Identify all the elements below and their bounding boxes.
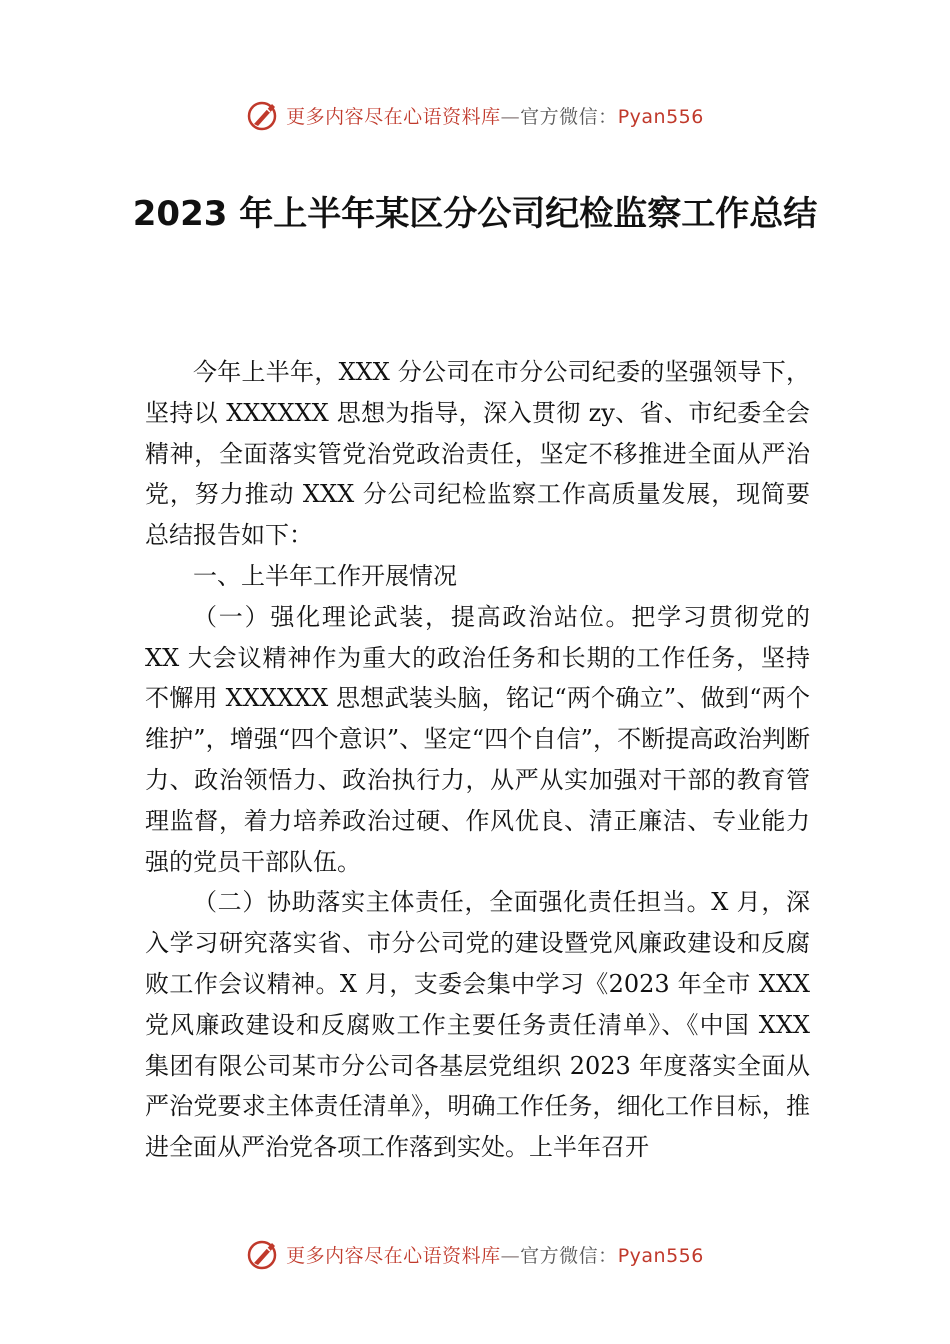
banner-lead: 更多内容尽在心语资料库 [286,1244,501,1267]
section-heading: 一、上半年工作开展情况 [193,561,457,590]
body-paragraph: （二）协助落实主体责任，全面强化责任担当。X 月，深入学习研究落实省、市分公司党的建设暨党风廉政建设和反腐败工作会议精神。X 月，支委会集中学习《2023 年全市 XXX 党风廉政建设和反腐败工作主要任务责任清单》、《中国 XXX 集团有限公司某市分公司各基层党组织 2023 年度落实全面从严治党要求主体责任清单》，明确工作任务，细化工作目标，推进全面从严治党各项工作落到实处。上半年召开 [145,888,810,1162]
document-body [145,352,810,1168]
banner-text [286,1241,704,1268]
banner-label: 官方微信： [520,105,618,128]
banner-wechat-id: Pyan556 [617,105,704,128]
quill-logo-icon [246,1237,280,1271]
banner-label: 官方微信： [520,1244,618,1267]
banner-text [286,102,704,129]
document-title: 2023 年上半年某区分公司纪检监察工作总结 [132,194,818,234]
body-paragraph: （一）强化理论武装，提高政治站位。把学习贯彻党的 XX 大会议精神作为重大的政治任务和长期的工作任务，坚持不懈用 XXXXXX 思想武装头脑，铭记“两个确立”、做到“两个维护”，增强“四个意识”、坚定“四个自信”，不断提高政治判断力、政治领悟力、政治执行力，从严从实加强对干部的教育管理监督，着力培养政治过硬、作风优良、清正廉洁、专业能力强的党员干部队伍。 [145,602,810,876]
header-banner [0,95,950,135]
banner-separator: — [500,1244,521,1267]
banner-lead: 更多内容尽在心语资料库 [286,105,501,128]
quill-logo-icon [246,98,280,132]
footer-banner [0,1234,950,1274]
banner-wechat-id: Pyan556 [617,1244,704,1267]
intro-paragraph: 今年上半年，XXX 分公司在市分公司纪委的坚强领导下，坚持以 XXXXXX 思想为指导，深入贯彻 zy、省、市纪委全会精神，全面落实管党治党政治责任，坚定不移推进全面从严治党，努力推动 XXX 分公司纪检监察工作高质量发展，现简要总结报告如下： [145,358,810,550]
banner-separator: — [500,105,521,128]
